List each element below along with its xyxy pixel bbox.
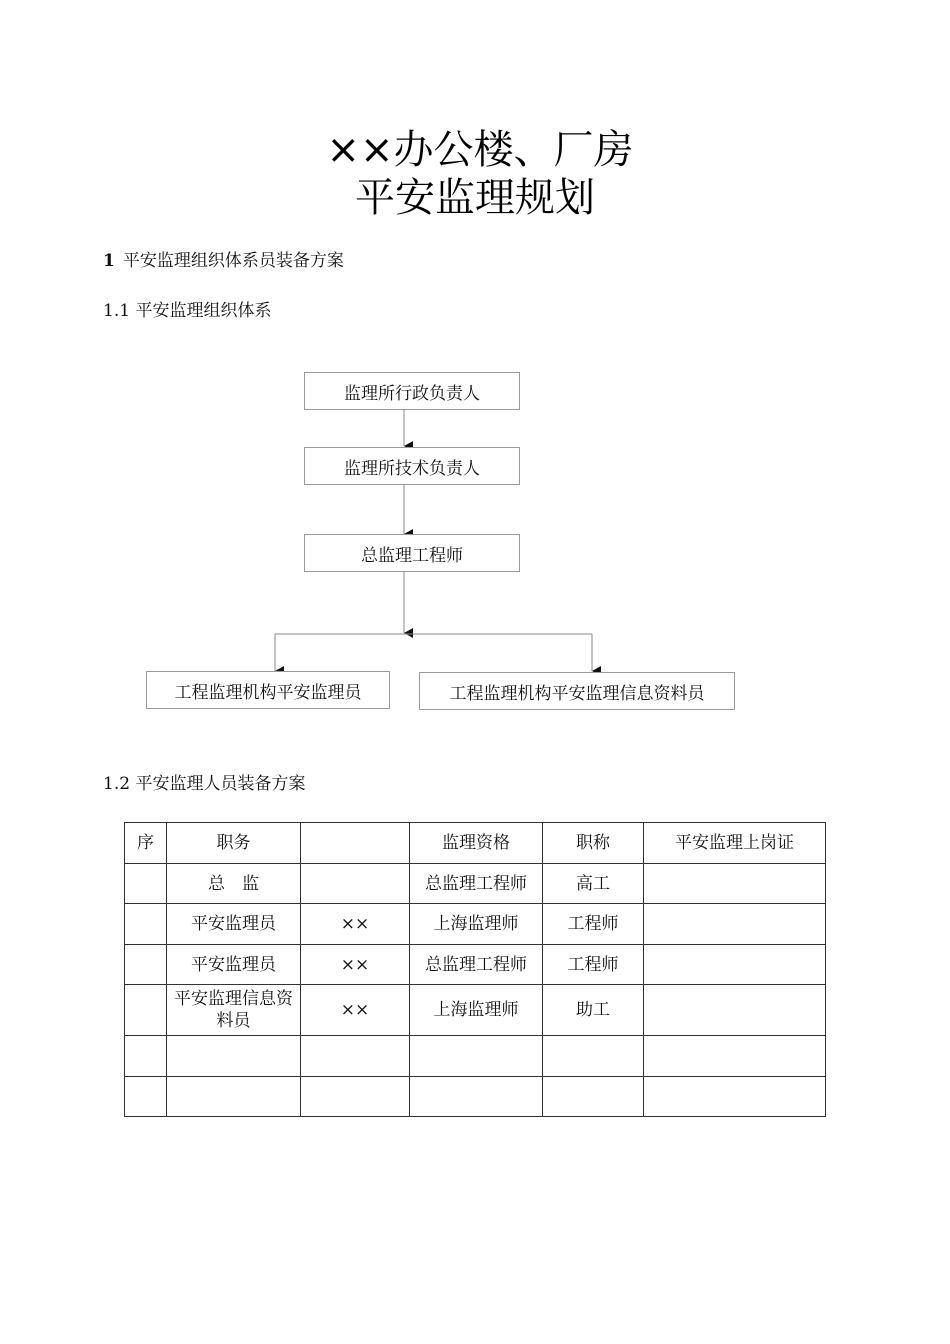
section-1-number: 1	[103, 251, 115, 271]
org-node-chief-engineer: 总监理工程师	[304, 534, 520, 572]
table-cell	[644, 904, 826, 945]
table-cell	[543, 1036, 644, 1077]
table-cell	[125, 904, 167, 945]
table-cell: 工程师	[543, 945, 644, 985]
table-cell	[644, 1077, 826, 1117]
table-row	[125, 1077, 826, 1117]
table-cell: 高工	[543, 864, 644, 904]
table-cell: 总监理工程师	[410, 864, 543, 904]
table-cell: 工程师	[543, 904, 644, 945]
table-cell	[410, 1036, 543, 1077]
table-cell: ××	[301, 985, 410, 1036]
section-1-2-heading: 1.2 平安监理人员装备方案	[103, 774, 306, 794]
table-cell	[543, 1077, 644, 1117]
table-cell	[167, 1036, 301, 1077]
section-1-title: 平安监理组织体系员装备方案	[122, 251, 344, 271]
document-title-line1: ××办公楼、厂房	[326, 127, 634, 173]
header-cell-seq: 序	[125, 823, 167, 864]
document-title-line2: 平安监理规划	[355, 175, 595, 221]
header-cell-certificate: 平安监理上岗证	[644, 823, 826, 864]
header-cell-title: 职称	[543, 823, 644, 864]
table-cell: 平安监理员	[167, 945, 301, 985]
table-cell: ××	[301, 904, 410, 945]
header-cell-position: 职务	[167, 823, 301, 864]
table-cell	[410, 1077, 543, 1117]
table-cell	[125, 864, 167, 904]
section-1-1-heading: 1.1 平安监理组织体系	[103, 301, 272, 321]
table-cell: 助工	[543, 985, 644, 1036]
table-header-row	[125, 823, 826, 864]
table-cell	[125, 985, 167, 1036]
staff-table	[124, 822, 826, 1117]
table-row	[125, 904, 826, 945]
table-cell	[644, 985, 826, 1036]
table-cell	[644, 864, 826, 904]
table-cell: 总 监	[167, 864, 301, 904]
table-cell	[301, 1077, 410, 1117]
org-node-tech-head: 监理所技术负责人	[304, 447, 520, 485]
table-cell	[301, 1036, 410, 1077]
table-cell	[125, 1036, 167, 1077]
table-cell	[167, 1077, 301, 1117]
org-node-info-officer: 工程监理机构平安监理信息资料员	[419, 672, 735, 710]
table-cell: 上海监理师	[410, 904, 543, 945]
section-1-heading	[103, 250, 344, 272]
table-cell	[644, 1036, 826, 1077]
table-cell: ××	[301, 945, 410, 985]
table-row	[125, 945, 826, 985]
table-cell	[301, 864, 410, 904]
header-cell-name	[301, 823, 410, 864]
table-cell	[125, 1077, 167, 1117]
table-cell	[644, 945, 826, 985]
table-cell: 平安监理员	[167, 904, 301, 945]
table-cell: 平安监理信息资料员	[167, 985, 301, 1036]
table-row	[125, 1036, 826, 1077]
header-cell-qualification: 监理资格	[410, 823, 543, 864]
org-node-safety-supervisor: 工程监理机构平安监理员	[146, 671, 390, 709]
table-row	[125, 864, 826, 904]
table-cell: 总监理工程师	[410, 945, 543, 985]
table-cell: 上海监理师	[410, 985, 543, 1036]
table-row	[125, 985, 826, 1036]
org-node-admin-head: 监理所行政负责人	[304, 372, 520, 410]
table-cell	[125, 945, 167, 985]
